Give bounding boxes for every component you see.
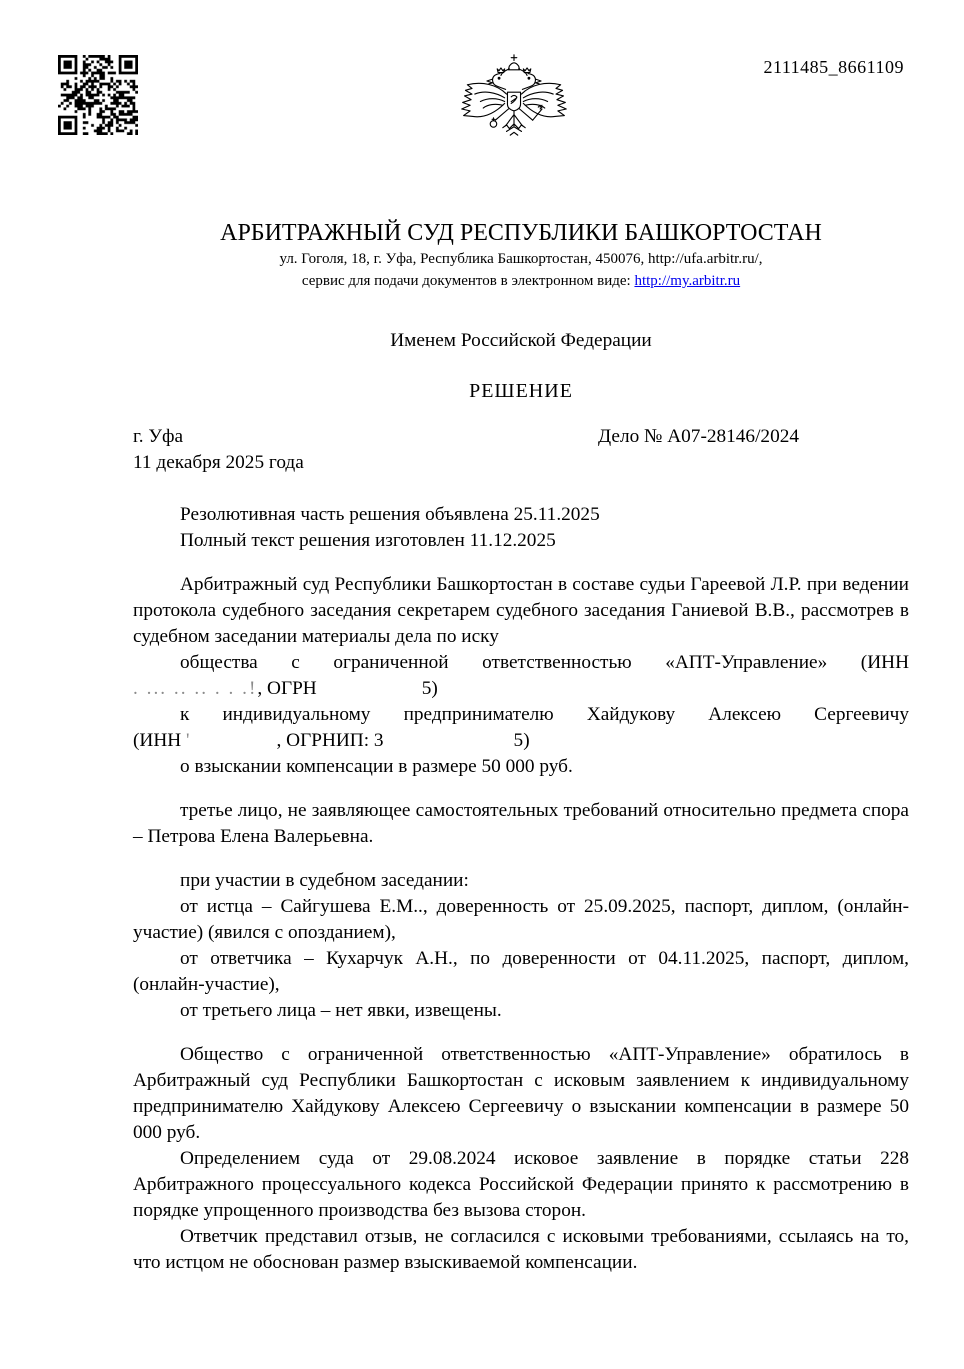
defendant-ogrnip-label: , ОГРНИП: 3 [276,730,384,751]
redaction-gap [317,693,422,694]
decision-heading: РЕШЕНИЕ [469,380,573,402]
attendance-third-party-rep: от третьего лица – нет явки, извещены. [180,1000,502,1021]
qr-code-icon [58,55,138,135]
full-text-line: Полный текст решения изготовлен 11.12.2025 [180,530,556,551]
plaintiff-inn-redacted: . ... .. .. . . .! [133,678,258,699]
plaintiff-redacted-line [133,676,909,702]
document-number: 2111485_8661109 [763,57,904,77]
case-line [133,424,909,450]
resolutive-part-line: Резолютивная часть решения объявлена 25.11.2025 [180,504,600,525]
case-number: Дело № А07-28146/2024 [598,426,799,447]
defendant-redacted-line [133,728,909,754]
facts-paragraph-3: Ответчик представил отзыв, не согласился с исковыми требованиями, ссылаясь на то, что истцом не обоснован размер взыскиваемой компенсации. [133,1226,909,1273]
court-header [133,218,909,292]
defendant-inn-label: (ИНН [133,730,182,751]
plaintiff-ogrn-label: , ОГРН [257,678,317,699]
plaintiff-redacted-tail: 5) [421,678,438,699]
case-city: г. Уфа [133,426,184,447]
claim-line: о взыскании компенсации в размере 50 000 руб. [180,756,573,777]
redaction-gap [384,745,514,746]
plaintiff-line: общества с ограниченной ответственностью «АПТ-Управление» (ИНН [180,652,909,673]
court-name: АРБИТРАЖНЫЙ СУД РЕСПУБЛИКИ БАШКОРТОСТАН [220,220,822,246]
attendance-defendant-rep: от ответчика – Кухарчук А.Н., по доверенности от 04.11.2025, паспорт, диплом, (онлайн-участие), [133,948,909,995]
case-date: 11 декабря 2025 года [133,452,304,473]
defendant-redacted-tail: 5) [513,730,530,751]
court-service-line [133,270,909,292]
facts-paragraph-2: Определением суда от 29.08.2024 исковое заявление в порядке статьи 228 Арбитражного процессуального кодекса Российской Федерации принято к рассмотрению в порядке упрощенного производства без вызова сторон. [133,1148,909,1221]
attendance-plaintiff-rep: от истца – Сайгушева Е.М.., доверенность от 25.09.2025, паспорт, диплом, (онлайн-участие) (явился с опозданием), [133,896,909,943]
in-the-name-heading: Именем Российской Федерации [390,330,652,351]
redaction-gap [192,745,277,746]
defendant-line: к индивидуальному предпринимателю Хайдукову Алексею Сергеевичу [180,704,909,725]
third-party-paragraph: третье лицо, не заявляющее самостоятельных требований относительно предмета спора – Петрова Елена Валерьевна. [133,800,909,847]
document-content [133,0,909,1276]
court-address: ул. Гоголя, 18, г. Уфа, Республика Башкортостан, 450076, http://ufa.arbitr.ru/, [279,251,763,267]
defendant-inn-redacted: ' [186,730,192,751]
facts-paragraph-1: Общество с ограниченной ответственностью «АПТ-Управление» обратилось в Арбитражный суд Республики Башкортостан с исковым заявлением к индивидуальному предпринимателю Хайдукову Алексею Сергеевичу о взыскании компенсации в размере 50 000 руб. [133,1044,909,1143]
service-line-prefix: сервис для подачи документов в электронном виде: [301,273,635,289]
attendance-heading: при участии в судебном заседании: [180,870,469,891]
my-arbitr-link[interactable]: http://my.arbitr.ru [634,273,741,289]
court-composition-paragraph: Арбитражный суд Республики Башкортостан в составе судьи Гареевой Л.Р. при ведении протокола судебного заседания секретарем судебного заседания Ганиевой В.В., рассмотрев в судебном заседании материалы дела по иску [133,574,909,647]
